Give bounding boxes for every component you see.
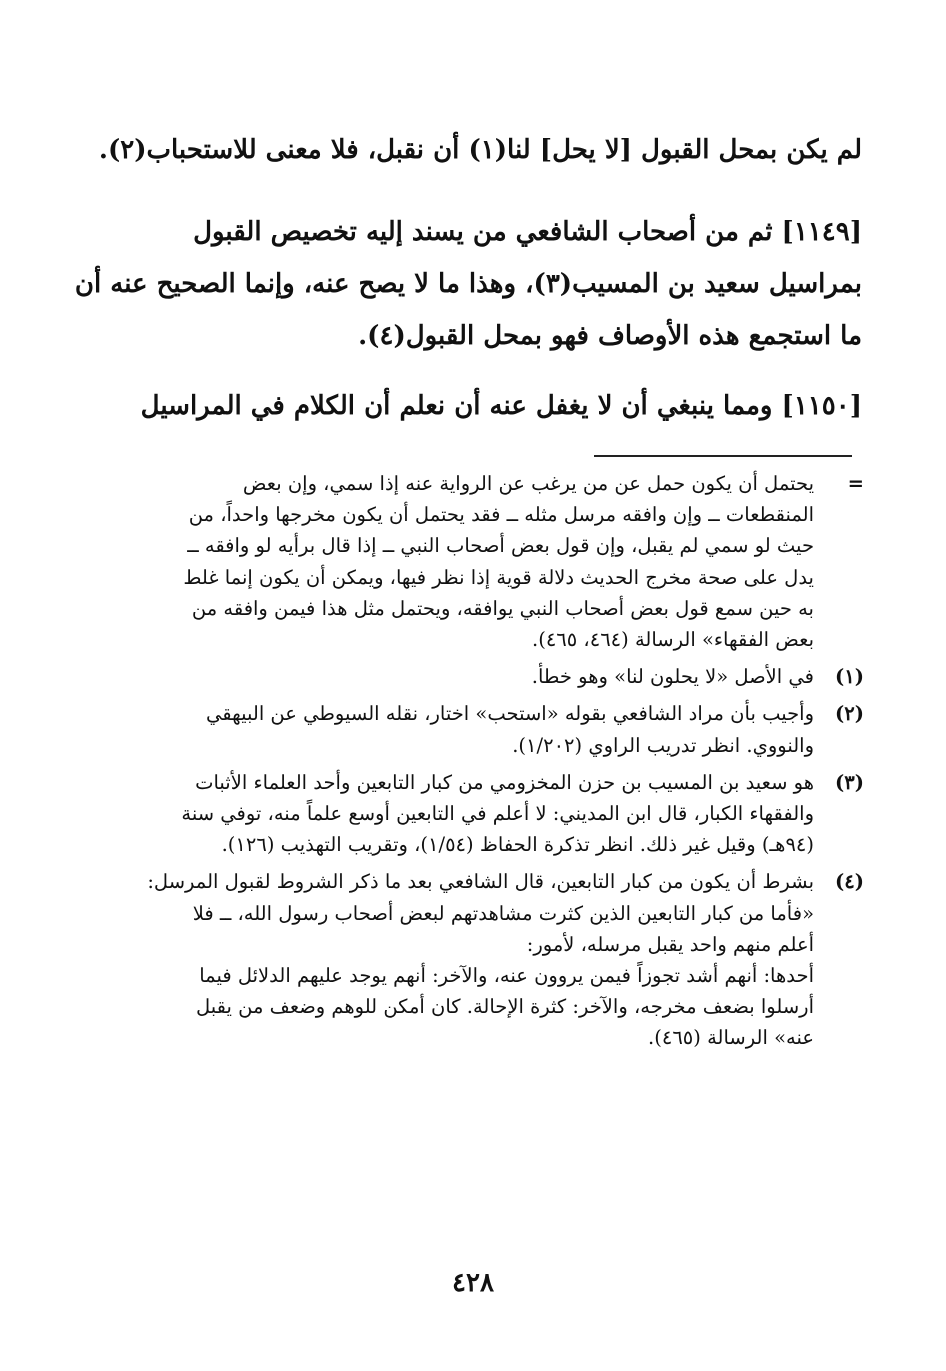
footnote-line: في الأصل «لا يحلون لنا» وهو خطأ. [531, 665, 814, 689]
footnote-4 [108, 866, 862, 1053]
text-line: بمراسيل سعيد بن المسيب(٣)، وهذا ما لا يصح عنه، وإنما الصحيح عنه أن [74, 269, 862, 299]
footnote-separator [594, 455, 852, 457]
main-paragraph-1149 [74, 206, 862, 362]
footnote-line: حيث لو سمي لم يقبل، وإن قول بعض أصحاب النبي ــ إذا قال برأيه لو وافقه ــ [187, 534, 814, 558]
footnote-line: أحدها: أنهم أشد تجوزاً فيمن يروون عنه، والآخر: أنهم يوجد عليهم الدلائل فيما [199, 964, 814, 988]
page-number: ٤٢٨ [452, 1268, 494, 1298]
footnote-marker: (٤) [835, 870, 864, 894]
footnote-1 [108, 661, 862, 692]
footnote-line: بشرط أن يكون من كبار التابعين، قال الشافعي بعد ما ذكر الشروط لقبول المرسل: [147, 870, 814, 894]
footnote-continuation [108, 468, 862, 655]
footnote-marker: = [847, 472, 864, 495]
footnote-line: (٩٤هـ) وقيل غير ذلك. انظر تذكرة الحفاظ (١/٥٤)، وتقريب التهذيب (١٢٦). [221, 833, 814, 857]
text-line: لم يكن بمحل القبول [لا يحل] لنا(١) أن نقبل، فلا معنى للاستحباب(٢). [98, 135, 862, 165]
footnote-line: يدل على صحة مخرج الحديث دلالة قوية إذا نظر فيها، ويمكن أن يكون إنما غلط [183, 565, 814, 589]
main-paragraph-1150 [108, 380, 862, 432]
text-line: [١١٤٩] ثم من أصحاب الشافعي من يسند إليه تخصيص القبول [193, 217, 862, 247]
main-paragraph-1 [98, 124, 862, 176]
footnote-line: يحتمل أن يكون حمل عن من يرغب عن الرواية عنه إذا سمي، وإن بعض [242, 472, 814, 495]
text-line: [١١٥٠] ومما ينبغي أن لا يغفل عنه أن نعلم أن الكلام في المراسيل [140, 391, 862, 421]
footnote-line: والنووي. انظر تدريب الراوي (١/٢٠٢). [512, 733, 814, 757]
footnote-line: وأجيب بأن مراد الشافعي بقوله «استحب» اختار، نقله السيوطي عن البيهقي [206, 702, 814, 726]
footnote-line: عنه» الرسالة (٤٦٥). [648, 1026, 814, 1050]
footnote-line: والفقهاء الكبار، قال ابن المديني: لا أعلم في التابعين أوسع علماً منه، توفي سنة [181, 802, 814, 826]
text-line: ما استجمع هذه الأوصاف فهو بمحل القبول(٤). [358, 321, 862, 351]
footnote-marker: (٢) [835, 702, 864, 726]
footnote-marker: (٣) [835, 770, 864, 794]
footnote-line: بعض الفقهاء» الرسالة (٤٦٤، ٤٦٥). [532, 628, 814, 652]
footnote-line: المنقطعات ــ وإن وافقه مرسل مثله ــ فقد يحتمل أن يكون مخرجها واحداً، من [188, 503, 814, 527]
footnote-marker: (١) [835, 665, 864, 689]
footnote-line: أعلم منهم واحد يقبل مرسله، لأمور: [526, 932, 814, 956]
footnote-line: أرسلوا بضعف مخرجه، والآخر: كثرة الإحالة. كان أمكن للوهم وضعف من يقبل [196, 995, 814, 1019]
footnote-line: هو سعيد بن المسيب بن حزن المخزومي من كبار التابعين وأحد العلماء الأثبات [195, 770, 814, 794]
footnote-2 [108, 698, 862, 760]
footnotes-section [108, 468, 862, 1054]
footnote-line: «فأما من كبار التابعين الذين كثرت مشاهدتهم لبعض أصحاب رسول الله، ــ فلا [192, 901, 814, 925]
footnote-line: به حين سمع قول بعض أصحاب النبي يوافقه، ويحتمل مثل هذا فيمن وافقه من [191, 596, 814, 620]
footnote-3 [108, 767, 862, 861]
